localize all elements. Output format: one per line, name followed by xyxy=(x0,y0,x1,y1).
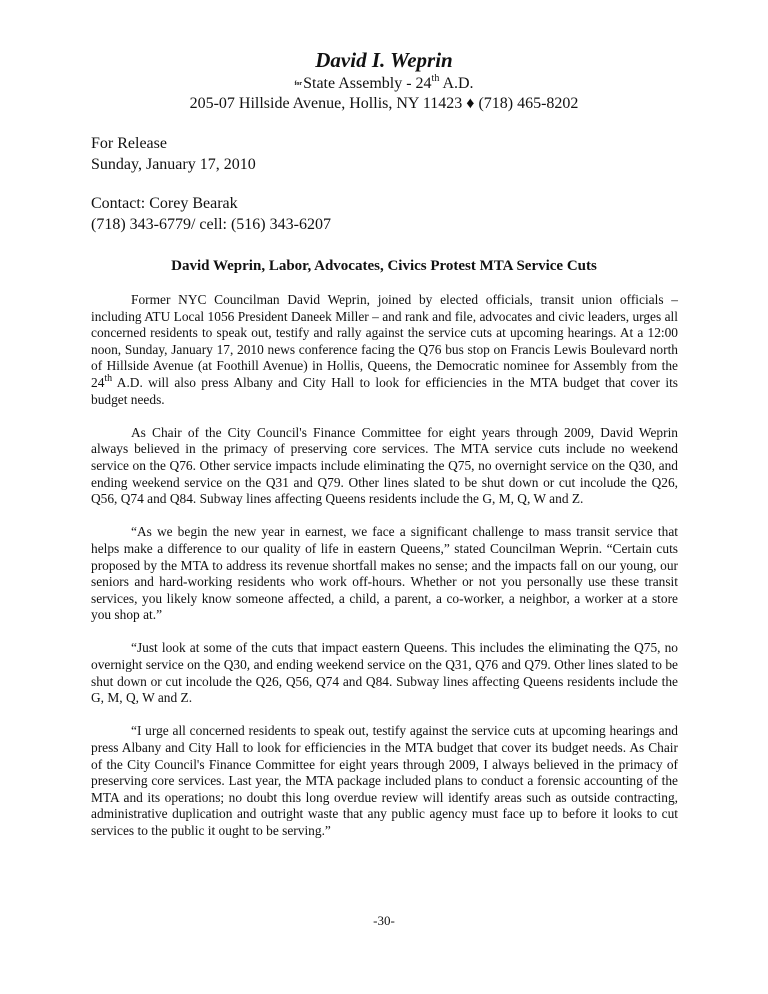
paragraph-1-superscript: th xyxy=(104,372,113,384)
paragraph-1 xyxy=(91,292,678,408)
contact-block xyxy=(91,193,331,235)
paragraph-5: “I urge all concerned residents to speak out, testify against the service cuts at upcoming hearings and press Albany and City Hall to look for efficiencies in the MTA budget that cover its budget needs. As Chair of the City Council's Finance Committee for eight years through 2009, I always believed in the primacy of preserving core services. Last year, the MTA package included plans to conduct a forensic accounting of the MTA and its operations; no doubt this long overdue review will identify areas such as outside contracting, administrative duplication and outright waste that any public agency must face up to before it looks to cut services to the public it ought to be serving.” xyxy=(91,723,678,838)
candidate-name: David I. Weprin xyxy=(315,48,453,72)
contact-phones: (718) 343-6779/ cell: (516) 343-6207 xyxy=(91,216,331,233)
letterhead xyxy=(0,48,768,114)
paragraph-2: As Chair of the City Council's Finance Committee for eight years through 2009, David Weprin always believed in the primacy of preserving core services. The MTA service cuts include no weekend service on the Q76. Other service impacts include eliminating the Q75, no overnight service on the Q30, and ending weekend service on the Q31 and Q79. Other lines slated to be shut down or cut incolude the Q26, Q56, Q74 and Q84. Subway lines affecting Queens residents include the G, M, Q, W and Z. xyxy=(91,424,678,507)
address-line: 205-07 Hillside Avenue, Hollis, NY 11423 ♦ (718) 465-8202 xyxy=(189,94,579,112)
office-superscript: th xyxy=(431,72,440,84)
paragraph-1-text-a: Former NYC Councilman David Weprin, joined by elected officials, transit union officials – including ATU Local 1056 President Daneek Miller – and rank and file, advocates and civic leaders, urges all concerned residents to speak out, testify and rally against the service cuts at upcoming hearings. At a 12:00 noon, Sunday, January 17, 2010 news conference facing the Q76 bus stop on Francis Lewis Boulevard north of Hillside Avenue (at Foothill Avenue) in Hollis, Queens, the Democratic nominee for Assembly from the 24 xyxy=(91,292,678,390)
paragraph-4: “Just look at some of the cuts that impact eastern Queens. This includes the eliminating the Q75, no overnight service on the Q30, and ending weekend service on the Q31, Q76 and Q79. Other lines slated to be shut down or cut incolude the Q26, Q56, Q74 and Q84. Subway lines affecting Queens residents include the G, M, Q, W and Z. xyxy=(91,640,678,706)
release-label: For Release xyxy=(91,135,167,152)
release-date: Sunday, January 17, 2010 xyxy=(91,156,256,173)
office-line xyxy=(0,74,768,94)
office-suffix: A.D. xyxy=(439,75,474,92)
contact-name: Contact: Corey Bearak xyxy=(91,195,238,212)
paragraph-3: “As we begin the new year in earnest, we face a significant challenge to mass transit service that helps make a difference to our quality of life in eastern Queens,” stated Councilman Weprin. “Certain cuts proposed by the MTA to address its revenue shortfall makes no sense; and the impacts fall on our young, our seniors and hard-working residents who work off-hours. Whether or not you personally use these transit services, you likely know someone affected, a child, a parent, a co-worker, a neighbor, a worker at a store you shop at.” xyxy=(91,524,678,623)
office-prefix: for xyxy=(294,80,303,87)
page-end-marker: -30- xyxy=(373,913,395,928)
headline: David Weprin, Labor, Advocates, Civics Protest MTA Service Cuts xyxy=(171,258,597,274)
release-block xyxy=(91,133,256,175)
paragraph-1-text-b: A.D. will also press Albany and City Hall to look for efficiencies in the MTA budget that cover its budget needs. xyxy=(91,374,678,407)
office-text: State Assembly - 24 xyxy=(303,75,432,92)
article-body xyxy=(91,292,678,840)
